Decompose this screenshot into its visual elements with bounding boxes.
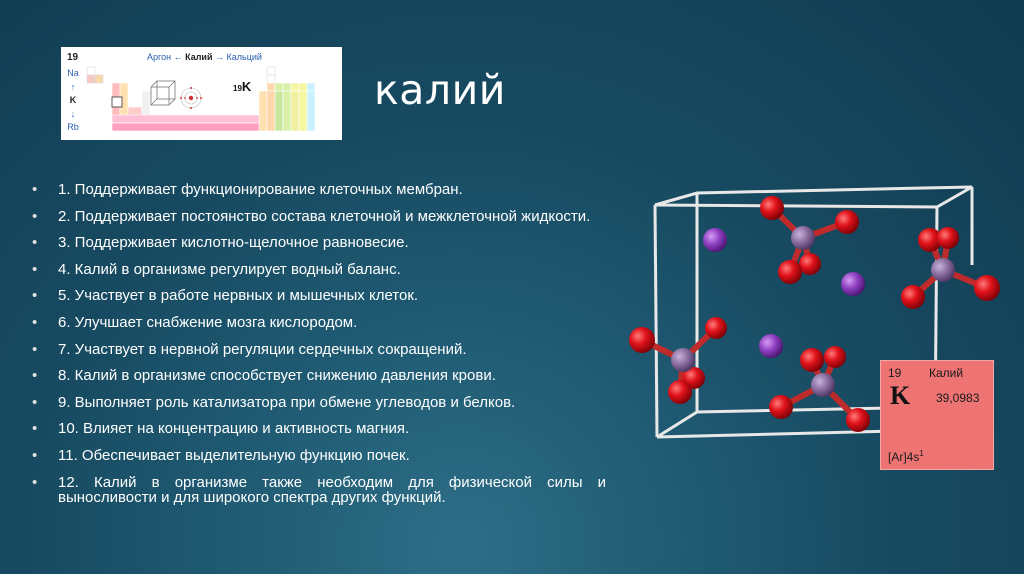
- list-item: • 8. Калий в организме способствует снижению давления крови.: [30, 368, 606, 383]
- card-atomic-number: 19: [888, 366, 902, 380]
- banner-next: Кальций: [226, 52, 262, 62]
- card-atomic-mass: 39,0983: [936, 391, 980, 405]
- current-cell: [112, 97, 122, 107]
- list-item: • 4. Калий в организме регулирует водный баланс.: [30, 262, 606, 277]
- list-item: • 1. Поддерживает функционирование клеточных мембран.: [30, 182, 606, 197]
- banner-prev: Аргон: [147, 52, 172, 62]
- list-item: • 9. Выполняет роль катализатора при обмене углеводов и белков.: [30, 395, 606, 410]
- list-item: • 2. Поддерживает постоянство состава клеточной и межклеточной жидкости.: [30, 209, 606, 224]
- banner-symbol: 19K: [233, 79, 252, 94]
- list-item: • 5. Участвует в работе нервных и мышечных клеток.: [30, 288, 606, 303]
- element-banner: [61, 47, 342, 140]
- element-card: [880, 360, 994, 470]
- potassium-ion: [703, 228, 727, 252]
- banner-neighbors: Аргон ← Калий → Кальций: [147, 52, 262, 62]
- list-item: • 3. Поддерживает кислотно-щелочное равновесие.: [30, 235, 606, 250]
- banner-current: Калий: [185, 52, 213, 62]
- card-electron-config: $[Ar]4s^1$: [888, 449, 924, 464]
- list-item: • 6. Улучшает снабжение мозга кислородом.: [30, 315, 606, 330]
- molecule-top: [760, 196, 859, 284]
- molecule-left: [629, 317, 727, 404]
- list-item: • 11. Обеспечивает выделительную функцию почек.: [30, 448, 606, 463]
- molecule-bottom: [769, 346, 870, 432]
- banner-group-column: Na ↑ K ↓ Rb: [67, 68, 79, 132]
- slide-title: калий: [374, 66, 506, 114]
- card-element-symbol: K: [890, 381, 911, 410]
- function-list: [30, 182, 606, 516]
- potassium-ion: [759, 334, 783, 358]
- card-element-name: Калий: [929, 366, 964, 380]
- list-item: • 7. Участвует в нервной регуляции сердечных сокращений.: [30, 342, 606, 357]
- list-item: • 10. Влияет на концентрацию и активность магния.: [30, 421, 606, 436]
- potassium-ion: [841, 272, 865, 296]
- mini-periodic-table: [61, 47, 342, 140]
- list-item: • 12. Калий в организме также необходим для физической силы и выносливости и для широкого спектра других функций.: [30, 475, 606, 505]
- banner-atomic-number: 19: [67, 52, 79, 63]
- molecule-right: [901, 227, 1000, 309]
